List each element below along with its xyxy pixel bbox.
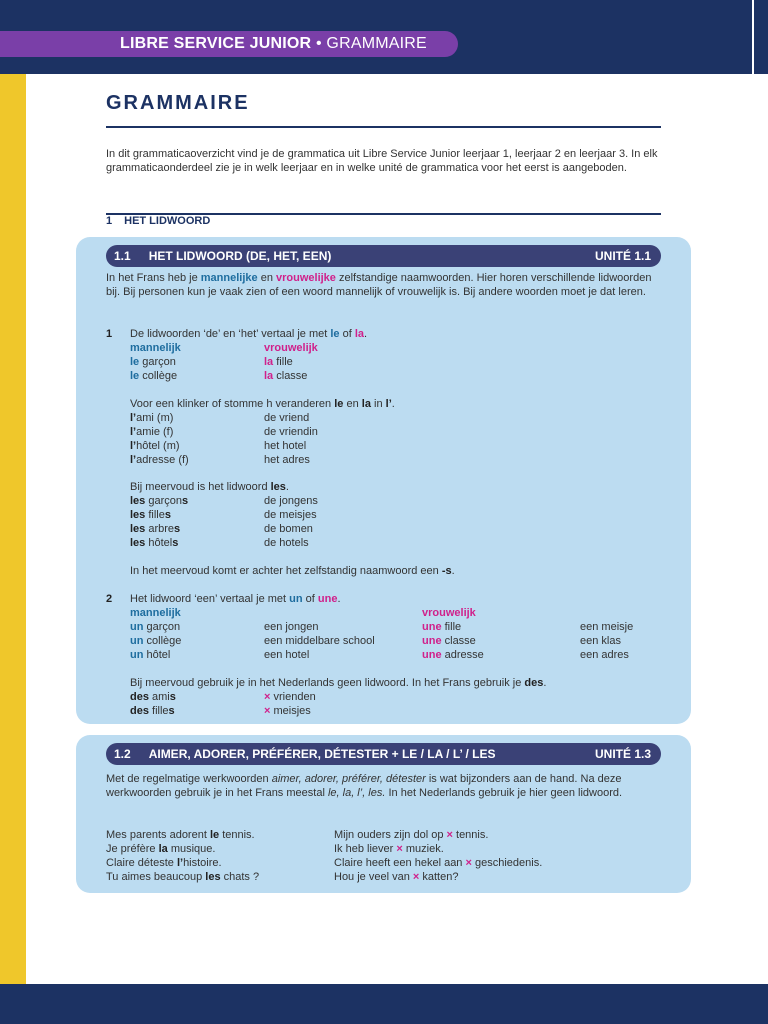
noun: collège (143, 635, 182, 647)
text: tennis. (452, 829, 489, 841)
text: Met de regelmatige werkwoorden (106, 773, 272, 785)
example (130, 690, 176, 704)
box-title: AIMER, ADORER, PRÉFÉRER, DÉTESTER + LE / LA / L’ / LES (148, 747, 496, 761)
text: Mijn ouders zijn dol op (334, 829, 447, 841)
text: en (257, 272, 276, 284)
intro-text: In dit grammaticaoverzicht vind je de grammatica uit Libre Service Junior leerjaar 1, leerjaar 2 en leerjaar 3. In elk grammaticaonderdeel zie je in welk leerjaar en in welke unité de grammatica voor het eerst is aangeboden. (106, 148, 658, 174)
noun: adresse (441, 649, 484, 661)
top-banner (0, 0, 768, 74)
rule-2-text (130, 592, 341, 606)
french-example (106, 856, 222, 870)
series-title: LIBRE SERVICE JUNIOR (120, 35, 312, 52)
rule-number: 2 (106, 593, 113, 605)
noun: arbre (145, 523, 175, 535)
header-divider (752, 0, 754, 74)
article: un (130, 649, 144, 661)
text: zelfstandige naamwoorden. Hier horen verschillende lidwoorden bij. Bij personen kun je vaak zien of een woord mannelijk of vrouwelijk is. Bij andere woorden moet je dat leren. (106, 272, 652, 298)
plural-s: s (168, 705, 175, 717)
article: l’ (385, 398, 392, 410)
article: les (205, 871, 221, 883)
article-un: un (289, 593, 303, 605)
text: of (302, 593, 318, 605)
translation: een klas (580, 635, 621, 647)
translation (264, 704, 311, 718)
text: Claire déteste (106, 857, 177, 869)
text: . (337, 593, 341, 605)
text: Ik heb liever (334, 843, 397, 855)
text: In het Nederlands gebruik je hier geen lidwoord. (385, 787, 623, 799)
french-example (106, 842, 215, 856)
plural-s: s (164, 509, 171, 521)
intro-paragraph (106, 271, 666, 299)
article: le (130, 370, 140, 382)
noun: fille (148, 705, 169, 717)
noun: ami (148, 691, 170, 703)
text: Je préfère (106, 843, 159, 855)
noun: hôtel (145, 537, 173, 549)
example (130, 522, 180, 536)
section-heading (106, 215, 222, 227)
article: la (264, 370, 274, 382)
article: le (209, 829, 220, 841)
grammar-box-1-2 (76, 735, 691, 893)
text: Voor een klinker of stomme h veranderen (130, 398, 335, 410)
article: un (130, 635, 144, 647)
article-la: la (354, 328, 365, 340)
text: is wat bijzonders aan de hand. Na deze werkwoorden gebruik je in het Frans meestal (106, 773, 622, 799)
example (130, 508, 171, 522)
article: l’ (130, 412, 137, 424)
no-article-cross-icon: × (264, 691, 271, 703)
translation: de vriend (264, 412, 310, 424)
text: tennis. (219, 829, 255, 841)
translation: een meisje (580, 621, 634, 633)
text: musique. (167, 843, 216, 855)
text: geschiedenis. (471, 857, 543, 869)
text: De lidwoorden ‘de’ en ‘het’ vertaal je met (130, 328, 331, 340)
example (130, 536, 178, 550)
page (26, 74, 768, 984)
header-bullet: • (315, 35, 322, 52)
dutch-translation (334, 856, 542, 870)
text: In het Frans heb je (106, 272, 201, 284)
translation: de jongens (264, 495, 318, 507)
article: les (130, 495, 146, 507)
article: la (158, 843, 168, 855)
text: . (391, 398, 395, 410)
column-header-masculine: mannelijk (130, 607, 181, 619)
text: . (364, 328, 368, 340)
text: . (451, 565, 455, 577)
rule-number: 1 (106, 328, 113, 340)
plural-rule (130, 480, 289, 494)
text: chats ? (220, 871, 260, 883)
noun: fille (273, 356, 293, 368)
translation: de vriendin (264, 426, 318, 438)
plural-s: s (172, 537, 179, 549)
article: l’ (176, 857, 184, 869)
dutch-translation (334, 870, 458, 884)
articles: le, la, l’, les. (327, 787, 386, 799)
plural-s-rule (130, 564, 455, 578)
article: les (270, 481, 286, 493)
article: des (130, 691, 149, 703)
french-example (106, 828, 255, 842)
example (130, 634, 181, 648)
article: l’ (130, 454, 137, 466)
intro-paragraph (106, 772, 666, 800)
box-title: HET LIDWOORD (DE, HET, EEN) (148, 249, 332, 263)
text: Mes parents adorent (106, 829, 210, 841)
header-section: GRAMMAIRE (326, 35, 427, 52)
article: un (130, 621, 144, 633)
article: le (334, 398, 344, 410)
translation: een adres (580, 649, 629, 661)
masculine-word: mannelijke (200, 272, 258, 284)
dutch-translation (334, 828, 488, 842)
box-number: 1.1 (114, 249, 131, 263)
article: l’ (130, 426, 137, 438)
example (264, 355, 293, 369)
translation: een hotel (264, 649, 310, 661)
noun: garçon (145, 495, 182, 507)
column-header-feminine: vrouwelijk (422, 607, 476, 619)
no-article-cross-icon: × (264, 705, 271, 717)
section-number: 1 (106, 215, 113, 227)
text: meisjes (270, 705, 311, 717)
noun: amie (f) (136, 426, 174, 438)
translation: het adres (264, 454, 310, 466)
title-rule (106, 126, 661, 128)
text: en (343, 398, 362, 410)
article: des (130, 705, 149, 717)
example (130, 411, 173, 425)
article: le (130, 356, 140, 368)
text: histoire. (183, 857, 222, 869)
article: les (130, 523, 146, 535)
article: les (130, 509, 146, 521)
text: . (285, 481, 289, 493)
article: une (422, 649, 442, 661)
example (130, 453, 189, 467)
text: katten? (419, 871, 459, 883)
plural-s: s (174, 523, 181, 535)
plural-s: s (169, 691, 176, 703)
example (130, 704, 175, 718)
noun: hôtel (143, 649, 171, 661)
feminine-word: vrouwelijke (276, 272, 336, 284)
article: une (422, 635, 442, 647)
section-title: HET LIDWOORD (124, 215, 211, 227)
translation: de bomen (264, 523, 313, 535)
example (422, 634, 476, 648)
rule-1-text (130, 327, 367, 341)
text: Bij meervoud gebruik je in het Nederlands geen lidwoord. In het Frans gebruik je (130, 677, 525, 689)
translation: een jongen (264, 621, 319, 633)
column-header-masculine: mannelijk (130, 342, 181, 354)
noun: garçon (143, 621, 181, 633)
text: Claire heeft een hekel aan (334, 857, 466, 869)
text: Het lidwoord ‘een’ vertaal je met (130, 593, 290, 605)
text: In het meervoud komt er achter het zelfstandig naamwoord een (130, 565, 442, 577)
article: des (524, 677, 544, 689)
no-article-cross-icon: × (446, 829, 453, 841)
example (130, 425, 173, 439)
no-article-cross-icon: × (396, 843, 403, 855)
unit-label: UNITÉ 1.1 (594, 249, 651, 263)
text: muziek. (402, 843, 444, 855)
text: Tu aimes beaucoup (106, 871, 206, 883)
translation: een middelbare school (264, 635, 375, 647)
section-rule (106, 213, 661, 215)
example (264, 369, 307, 383)
text: Bij meervoud is het lidwoord (130, 481, 271, 493)
dutch-translation (334, 842, 444, 856)
noun: ami (m) (136, 412, 174, 424)
example (422, 648, 484, 662)
translation: de meisjes (264, 509, 317, 521)
text: of (339, 328, 355, 340)
example (130, 369, 177, 383)
no-article-cross-icon: × (412, 871, 420, 883)
example (130, 494, 188, 508)
noun: hôtel (m) (136, 440, 180, 452)
example (130, 439, 180, 453)
des-rule (130, 676, 546, 690)
suffix: -s (441, 565, 452, 577)
noun: collège (139, 370, 178, 382)
article-une: une (317, 593, 338, 605)
text: in (370, 398, 386, 410)
column-header-feminine: vrouwelijk (264, 342, 318, 354)
text: . (543, 677, 547, 689)
noun: garçon (139, 356, 176, 368)
side-stripe (0, 74, 26, 984)
article-le: le (330, 328, 340, 340)
article: les (130, 537, 146, 549)
noun: classe (273, 370, 308, 382)
box-number: 1.2 (114, 747, 131, 761)
article: la (264, 356, 274, 368)
text: vrienden (270, 691, 316, 703)
example (130, 355, 176, 369)
noun: fille (145, 509, 165, 521)
example (130, 620, 180, 634)
example (422, 620, 461, 634)
grammar-box-1-1 (76, 237, 691, 724)
french-example (106, 870, 259, 884)
series-header (0, 31, 458, 57)
noun: fille (441, 621, 462, 633)
text: Hou je veel van (334, 871, 413, 883)
article: l’ (130, 440, 137, 452)
translation (264, 690, 316, 704)
box-header (106, 743, 661, 765)
article: une (422, 621, 442, 633)
noun: adresse (f) (136, 454, 189, 466)
translation: de hotels (264, 537, 309, 549)
article: la (361, 398, 371, 410)
plural-s: s (182, 495, 189, 507)
elision-rule (130, 397, 395, 411)
page-title: GRAMMAIRE (106, 92, 250, 114)
noun: classe (441, 635, 476, 647)
box-header (106, 245, 661, 267)
verbs: aimer, adorer, préférer, détester (271, 773, 426, 785)
no-article-cross-icon: × (465, 857, 472, 869)
example (130, 648, 170, 662)
unit-label: UNITÉ 1.3 (594, 747, 651, 761)
bottom-banner (0, 984, 768, 1024)
translation: het hotel (264, 440, 307, 452)
